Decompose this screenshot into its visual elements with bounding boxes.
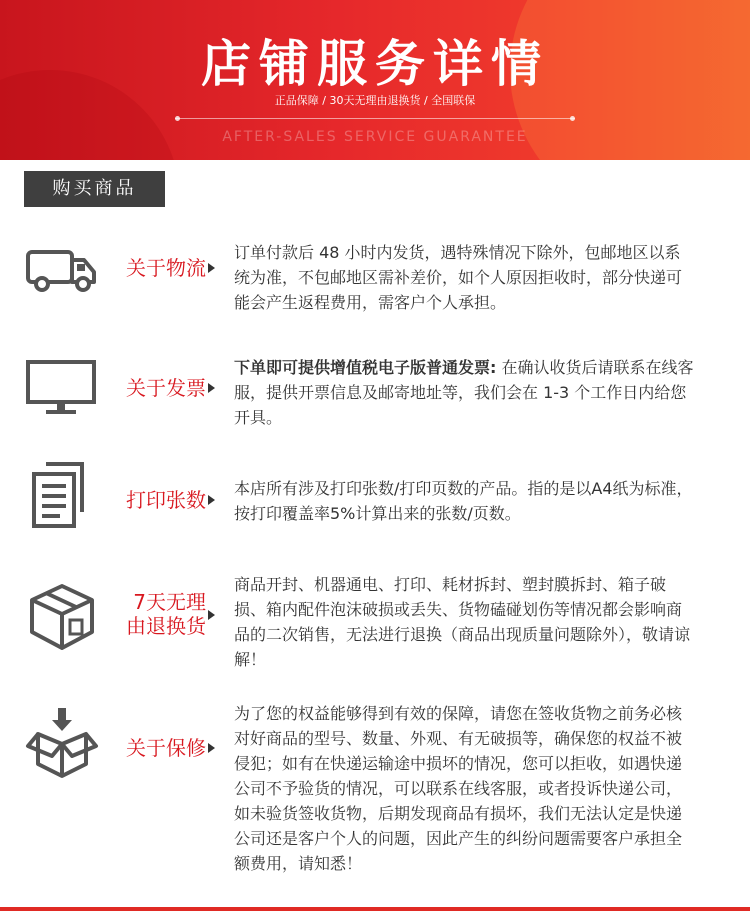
bottom-border: [0, 907, 750, 911]
service-description: [234, 476, 696, 526]
arrow-right-icon: [208, 495, 215, 505]
arrow-right-icon: [208, 383, 215, 393]
arrow-right-icon: [208, 743, 215, 753]
service-label: 关于保修: [126, 736, 206, 760]
section-header: 购买商品: [24, 171, 165, 207]
documents-icon: [24, 458, 100, 534]
arrow-right-icon: [208, 610, 215, 620]
service-description: [234, 355, 696, 430]
english-subtitle: AFTER-SALES SERVICE GUARANTEE: [222, 129, 528, 145]
header-banner: [0, 0, 750, 160]
arrow-right-icon: [208, 263, 215, 273]
service-description-text: 订单付款后 48 小时内发货，遇特殊情况下除外，包邮地区以系统为准，不包邮地区需补差价，如个人原因拒收时，部分快递可能会产生返程费用，需客户个人承担。: [234, 243, 683, 312]
service-description-text: 本店所有涉及打印张数/打印页数的产品。指的是以A4纸为标准，按打印覆盖率5%计算出来的张数/页数。: [234, 479, 693, 523]
page-subtitle: 正品保障 / 30天无理由退换货 / 全国联保: [274, 94, 476, 107]
service-label: 关于发票: [126, 376, 206, 400]
banner-divider: [175, 118, 575, 119]
service-description-text: 商品开封、机器通电、打印、耗材拆封、塑封膜拆封、箱子破损、箱内配件泡沫破损或丢失、货物磕碰划伤等情况都会影响商品的二次销售，无法进行退换（商品出现质量问题除外），敬请谅解！: [234, 575, 691, 669]
service-description: [234, 572, 696, 672]
service-label: [108, 590, 206, 638]
service-label-line: 7天无理: [133, 590, 206, 614]
open-box-icon: [24, 704, 100, 780]
service-label: 关于物流: [126, 256, 206, 280]
service-label-line: 由退换货: [126, 614, 206, 638]
page-title: 店铺服务详情: [201, 35, 549, 93]
service-description-text: 为了您的权益能够得到有效的保障，请您在签收货物之前务必核对好商品的型号、数量、外观、有无破损等，确保您的权益不被侵犯；如有在快递运输途中损坏的情况，您可以拒收，如遇快递公司不予验货的情况，可以联系在线客服，或者投诉快递公司，如未验货签收货物，后期发现商品有损坏，我们无法认定是快递公司还是客户个人的问题，因此产生的纠纷问题需要客户承担全额费用，请知悉！: [234, 704, 683, 873]
service-description-text: 在确认收货后请联系在线客服，提供开票信息及邮寄地址等，我们会在 1-3 个工作日内给您开具。: [234, 358, 694, 427]
package-icon: [24, 580, 100, 656]
service-description-bold: 下单即可提供增值税电子版普通发票:: [234, 358, 497, 377]
service-description: [234, 701, 696, 876]
service-description: [234, 240, 696, 315]
truck-icon: [24, 236, 100, 312]
service-label: 打印张数: [126, 488, 206, 512]
monitor-icon: [24, 348, 100, 424]
